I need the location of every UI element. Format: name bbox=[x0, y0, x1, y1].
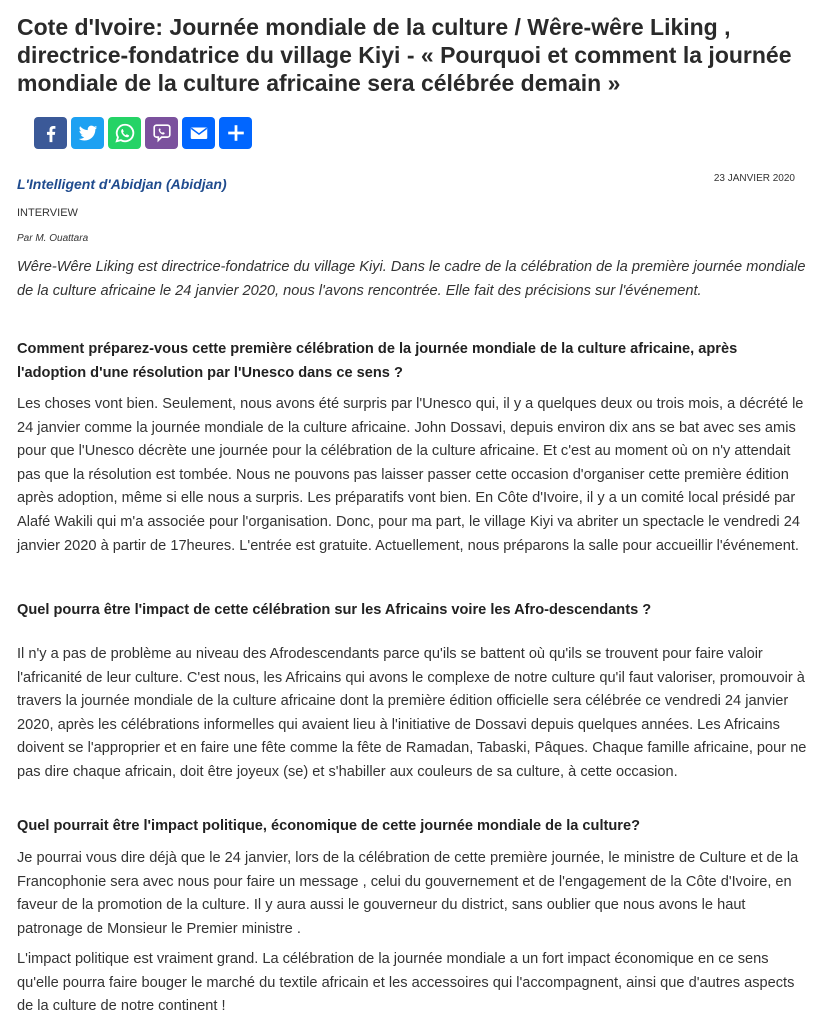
share-whatsapp-button[interactable] bbox=[108, 117, 141, 149]
facebook-icon bbox=[40, 122, 62, 144]
question-3: Quel pourrait être l'impact politique, économique de cette journée mondiale de la culture? bbox=[17, 818, 641, 834]
answer-3-continued: L'impact politique est vraiment grand. La célébration de la journée mondiale a un fort impact économique en ce sens qu'elle pourra faire bouger le marché du textile africain et les accessoires qui l'accompagnent, ainsi que d'autres aspects de la culture de notre continent ! bbox=[17, 951, 795, 1015]
share-more-button[interactable] bbox=[219, 117, 252, 149]
article-category: INTERVIEW bbox=[17, 207, 78, 219]
twitter-icon bbox=[77, 122, 99, 144]
source-link[interactable]: L'Intelligent d'Abidjan (Abidjan) bbox=[17, 176, 227, 192]
byline: Par M. Ouattara bbox=[17, 233, 89, 244]
answer-2: Il n'y a pas de problème au niveau des Afrodescendants parce qu'ils se battent où qu'ils se trouvent pour faire valoir l'africanité de leur culture. C'est nous, les Africains qui avons le complexe de notre culture qu'il faut valoriser, promouvoir à travers la journée mondiale de la culture africaine dont la première édition officielle sera célébrée ce vendredi 24 janvier 2020, après les célébrations informelles qui avaient lieu à l'initiative de Dossavi depuis quelques années. Les Africains doivent se l'approprier et en faire une fête comme la fête de Ramadan, Tabaski, Pâques. Chaque famille africaine, pour ne pas dire chaque africain, doit être joyeux (se) et s'habiller aux couleurs de sa culture, à cette occasion. bbox=[17, 646, 807, 780]
more-share-icon bbox=[225, 122, 247, 144]
share-twitter-button[interactable] bbox=[71, 117, 104, 149]
question-1: Comment préparez-vous cette première célébration de la journée mondiale de la culture africaine, après l'adoption d'une résolution par l'Unesco dans ce sens ? bbox=[17, 341, 738, 381]
article-intro: Wêre-Wêre Liking est directrice-fondatrice du village Kiyi. Dans le cadre de la célébration de la première journée mondiale de la culture africaine le 24 janvier 2020, nous l'avons rencontrée. Elle fait des précisions sur l'événement. bbox=[17, 259, 806, 299]
answer-3: Je pourrai vous dire déjà que le 24 janvier, lors de la célébration de cette première journée, le ministre de Culture et de la Francophonie sera avec nous pour faire un message , celui du gouvernement et de l'engagement de la Côte d'Ivoire, en faveur de la promotion de la culture. Il y aura aussi le gouverneur du district, sans oublier que nous avons le haut patronage de Monsieur le Premier ministre . bbox=[17, 850, 799, 937]
share-viber-button[interactable] bbox=[145, 117, 178, 149]
whatsapp-icon bbox=[114, 122, 136, 144]
email-icon bbox=[188, 122, 210, 144]
page-title: Cote d'Ivoire: Journée mondiale de la culture / Wêre-wêre Liking , directrice-fondatrice du village Kiyi - « Pourquoi et comment la journée mondiale de la culture africaine sera célébrée demain » bbox=[17, 14, 792, 96]
answer-1: Les choses vont bien. Seulement, nous avons été surpris par l'Unesco qui, il y a quelques deux ou trois mois, a décrété le 24 janvier comme la journée mondiale de la culture africaine. John Dossavi, depuis environ dix ans se bat avec ses amis pour que l'Unesco décrète une journée pour la célébration de la culture africaine. Et c'est au moment où on n'y attendait pas que la résolution est tombée. Nous ne pouvons pas laisser passer cette occasion d'organiser cette première édition après adoption, même si elle nous a surpris. Les préparatifs vont bien. En Côte d'Ivoire, il y a un comité local présidé par Alafé Wakili qui m'a associée pour l'organisation. Donc, pour ma part, le village Kiyi va abriter un spectacle le vendredi 24 janvier 2020 à partir de 17heures. L'entrée est gratuite. Actuellement, nous préparons la salle pour accueillir l'événement. bbox=[17, 396, 804, 554]
share-bar bbox=[34, 117, 252, 149]
share-email-button[interactable] bbox=[182, 117, 215, 149]
publish-date: 23 JANVIER 2020 bbox=[713, 173, 795, 184]
share-facebook-button[interactable] bbox=[34, 117, 67, 149]
viber-icon bbox=[151, 122, 173, 144]
question-2: Quel pourra être l'impact de cette célébration sur les Africains voire les Afro-descendants ? bbox=[17, 602, 652, 618]
